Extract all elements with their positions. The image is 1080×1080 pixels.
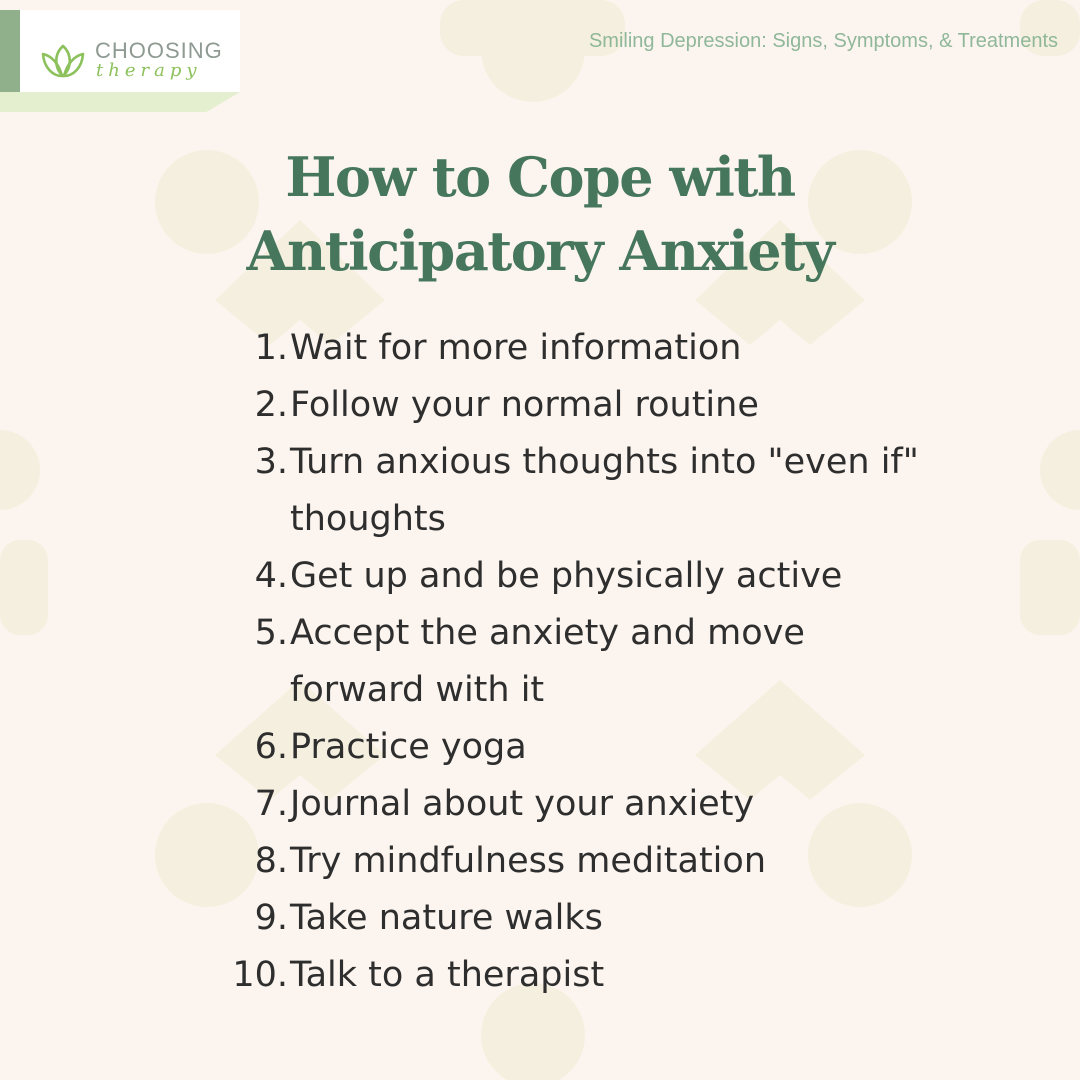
list-item — [220, 776, 920, 833]
list-item — [220, 890, 920, 947]
list-item-text: Talk to a therapist — [290, 955, 605, 995]
list-item-number: 10. — [232, 955, 288, 995]
list-item-text: Accept the anxiety and move forward with it — [290, 613, 805, 710]
list-item-number: 8. — [254, 841, 288, 881]
list-item-number: 7. — [254, 784, 288, 824]
list-item — [220, 434, 920, 548]
brand-name-therapy: therapy — [96, 60, 202, 81]
list-item-text: Get up and be physically active — [290, 556, 843, 596]
list-item — [220, 719, 920, 776]
list-item-number: 2. — [254, 385, 288, 425]
list-item-number: 1. — [254, 328, 288, 368]
list-item-text: Take nature walks — [290, 898, 603, 938]
list-item-number: 6. — [254, 727, 288, 767]
coping-tips-list — [220, 320, 920, 1004]
list-item — [220, 377, 920, 434]
list-item — [220, 605, 920, 719]
list-item-text: Journal about your anxiety — [290, 784, 755, 824]
list-item — [220, 320, 920, 377]
page-title-line-1: How to Cope with — [285, 145, 795, 209]
list-item-number: 4. — [254, 556, 288, 596]
logo-shadow-band — [0, 92, 240, 112]
list-item-text: Follow your normal routine — [290, 385, 759, 425]
list-item-text: Try mindfulness meditation — [290, 841, 767, 881]
lotus-icon — [38, 40, 88, 84]
list-item — [220, 947, 920, 1004]
list-item-number: 9. — [254, 898, 288, 938]
page-title — [0, 140, 1080, 288]
brand-logo[interactable] — [0, 10, 240, 112]
source-article-title: Smiling Depression: Signs, Symptoms, & Treatments — [588, 30, 1058, 52]
list-item-number: 3. — [254, 442, 288, 482]
brand-name-choosing: CHOOSING — [95, 38, 223, 63]
list-item-text: Turn anxious thoughts into "even if" thoughts — [290, 442, 919, 539]
list-item — [220, 548, 920, 605]
list-item — [220, 833, 920, 890]
list-item-number: 5. — [254, 613, 288, 653]
list-item-text: Wait for more information — [290, 328, 742, 368]
list-item-text: Practice yoga — [290, 727, 527, 767]
page-title-line-2: Anticipatory Anxiety — [246, 219, 834, 283]
